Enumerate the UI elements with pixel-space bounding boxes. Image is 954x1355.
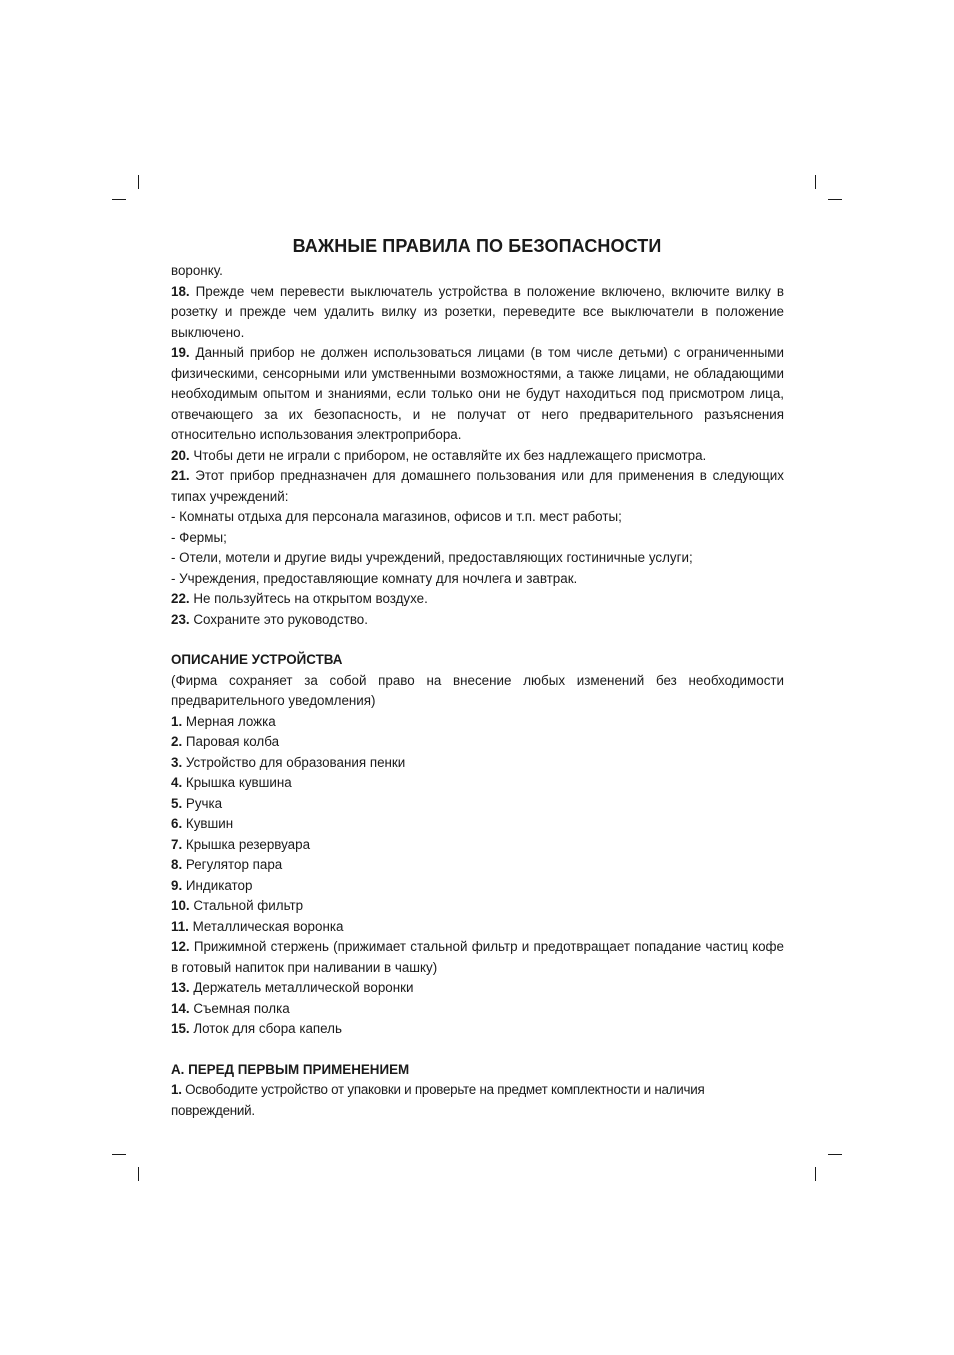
part-number: 9. — [171, 877, 183, 893]
crop-mark-top-right — [828, 199, 842, 200]
rule-number: 19. — [171, 345, 190, 360]
rule-number: 23. — [171, 611, 190, 627]
rule-text: Чтобы дети не играли с прибором, не оставляйте их без надлежащего присмотра. — [189, 447, 707, 463]
safety-rule-19 — [171, 343, 784, 446]
rule-number: 20. — [171, 447, 190, 463]
part-item — [171, 753, 784, 774]
safety-rule-18 — [171, 282, 784, 344]
bullet-item: - Учреждения, предоставляющие комнату для ночлега и завтрак. — [171, 570, 578, 586]
part-number: 11. — [171, 918, 189, 934]
rule-text: Данный прибор не должен использоваться лицами (в том числе детьми) с ограниченными физическими, сенсорными или умственными возможностями, а также лицами, не обладающими необходимым опытом и знаниями, если только они не будут находиться под присмотром лица, отвечающего за их безопасность, и не получат от него предварительного разъяснения относительно использования электроприбора. — [171, 345, 784, 442]
part-item — [171, 794, 784, 815]
part-text: Индикатор — [182, 877, 253, 893]
bullet-item: - Комнаты отдыха для персонала магазинов, офисов и т.п. мест работы; — [171, 509, 622, 524]
crop-mark-top-left — [112, 199, 126, 200]
safety-rule-21 — [171, 466, 784, 507]
part-item — [171, 855, 784, 876]
part-text: Кувшин — [182, 816, 234, 831]
part-text: Регулятор пара — [182, 857, 283, 872]
part-number: 3. — [171, 754, 183, 770]
part-item — [171, 917, 784, 938]
part-number: 2. — [171, 734, 183, 749]
part-text: Устройство для образования пенки — [182, 754, 406, 770]
part-number: 14. — [171, 1000, 190, 1016]
page-content — [171, 261, 784, 1121]
part-item — [171, 773, 784, 794]
part-number: 8. — [171, 857, 183, 872]
part-text: Крышка кувшина — [182, 775, 292, 790]
part-text: Стальной фильтр — [189, 898, 304, 913]
part-number: 5. — [171, 795, 183, 811]
bullet-item: - Фермы; — [171, 529, 227, 545]
section-heading-before-use: А. ПЕРЕД ПЕРВЫМ ПРИМЕНЕНИЕМ — [171, 1061, 410, 1077]
part-number: 15. — [171, 1021, 190, 1036]
part-text: Съемная полка — [189, 1000, 290, 1016]
part-text: Лоток для сбора капель — [189, 1021, 342, 1036]
safety-rule-22 — [171, 589, 784, 610]
safety-rule-23 — [171, 610, 784, 631]
rule-text: Не пользуйтесь на открытом воздухе. — [189, 591, 428, 606]
page-title: ВАЖНЫЕ ПРАВИЛА ПО БЕЗОПАСНОСТИ — [292, 236, 662, 256]
crop-mark-top-left — [138, 175, 139, 189]
part-number: 10. — [171, 898, 190, 913]
part-number: 4. — [171, 775, 183, 790]
rule-text: Этот прибор предназначен для домашнего пользования или для применения в следующих типах учреждений: — [171, 468, 784, 504]
part-text: Прижимной стержень (прижимает стальной фильтр и предотвращает попадание частиц кофе в готовый напиток при наливании в чашку) — [171, 939, 784, 975]
part-number: 1. — [171, 713, 183, 729]
part-number: 13. — [171, 980, 190, 995]
part-item — [171, 876, 784, 897]
part-number: 12. — [171, 939, 190, 954]
part-text: Крышка резервуара — [182, 836, 311, 852]
part-item — [171, 999, 784, 1020]
part-item — [171, 896, 784, 917]
part-item — [171, 937, 784, 978]
part-text: Паровая колба — [182, 734, 280, 749]
rule-number: 22. — [171, 591, 190, 606]
crop-mark-bottom-right — [828, 1154, 842, 1155]
crop-mark-bottom-left — [112, 1154, 126, 1155]
before-use-step — [171, 1080, 784, 1121]
description-note: (Фирма сохраняет за собой право на внесение любых изменений без необходимости предварительного уведомления) — [171, 672, 784, 708]
part-text: Держатель металлической воронки — [189, 980, 414, 995]
part-text: Металлическая воронка — [188, 918, 344, 934]
section-heading-description: ОПИСАНИЕ УСТРОЙСТВА — [171, 652, 343, 667]
part-text: Мерная ложка — [182, 713, 276, 729]
part-text: Ручка — [182, 795, 223, 811]
part-number: 7. — [171, 836, 183, 852]
continuation-text: воронку. — [171, 263, 223, 278]
step-text: Освободите устройство от упаковки и проверьте на предмет комплектности и наличия повреждений. — [171, 1082, 705, 1118]
crop-mark-bottom-left — [138, 1167, 139, 1181]
crop-mark-top-right — [815, 175, 816, 189]
part-item — [171, 732, 784, 753]
part-item — [171, 1019, 784, 1040]
step-number: 1. — [171, 1082, 182, 1097]
rule-text: Прежде чем перевести выключатель устройства в положение включено, включите вилку в розетку и прежде чем удалить вилку из розетки, переведите все выключатели в положение выключено. — [171, 283, 784, 340]
part-item — [171, 814, 784, 835]
safety-rule-20 — [171, 446, 784, 467]
part-item — [171, 835, 784, 856]
rule-number: 21. — [171, 468, 190, 483]
part-item — [171, 978, 784, 999]
part-item — [171, 712, 784, 733]
bullet-item: - Отели, мотели и другие виды учреждений, предоставляющих гостиничные услуги; — [171, 550, 693, 565]
rule-number: 18. — [171, 283, 190, 299]
crop-mark-bottom-right — [815, 1167, 816, 1181]
part-number: 6. — [171, 816, 183, 831]
rule-text: Сохраните это руководство. — [189, 611, 368, 627]
